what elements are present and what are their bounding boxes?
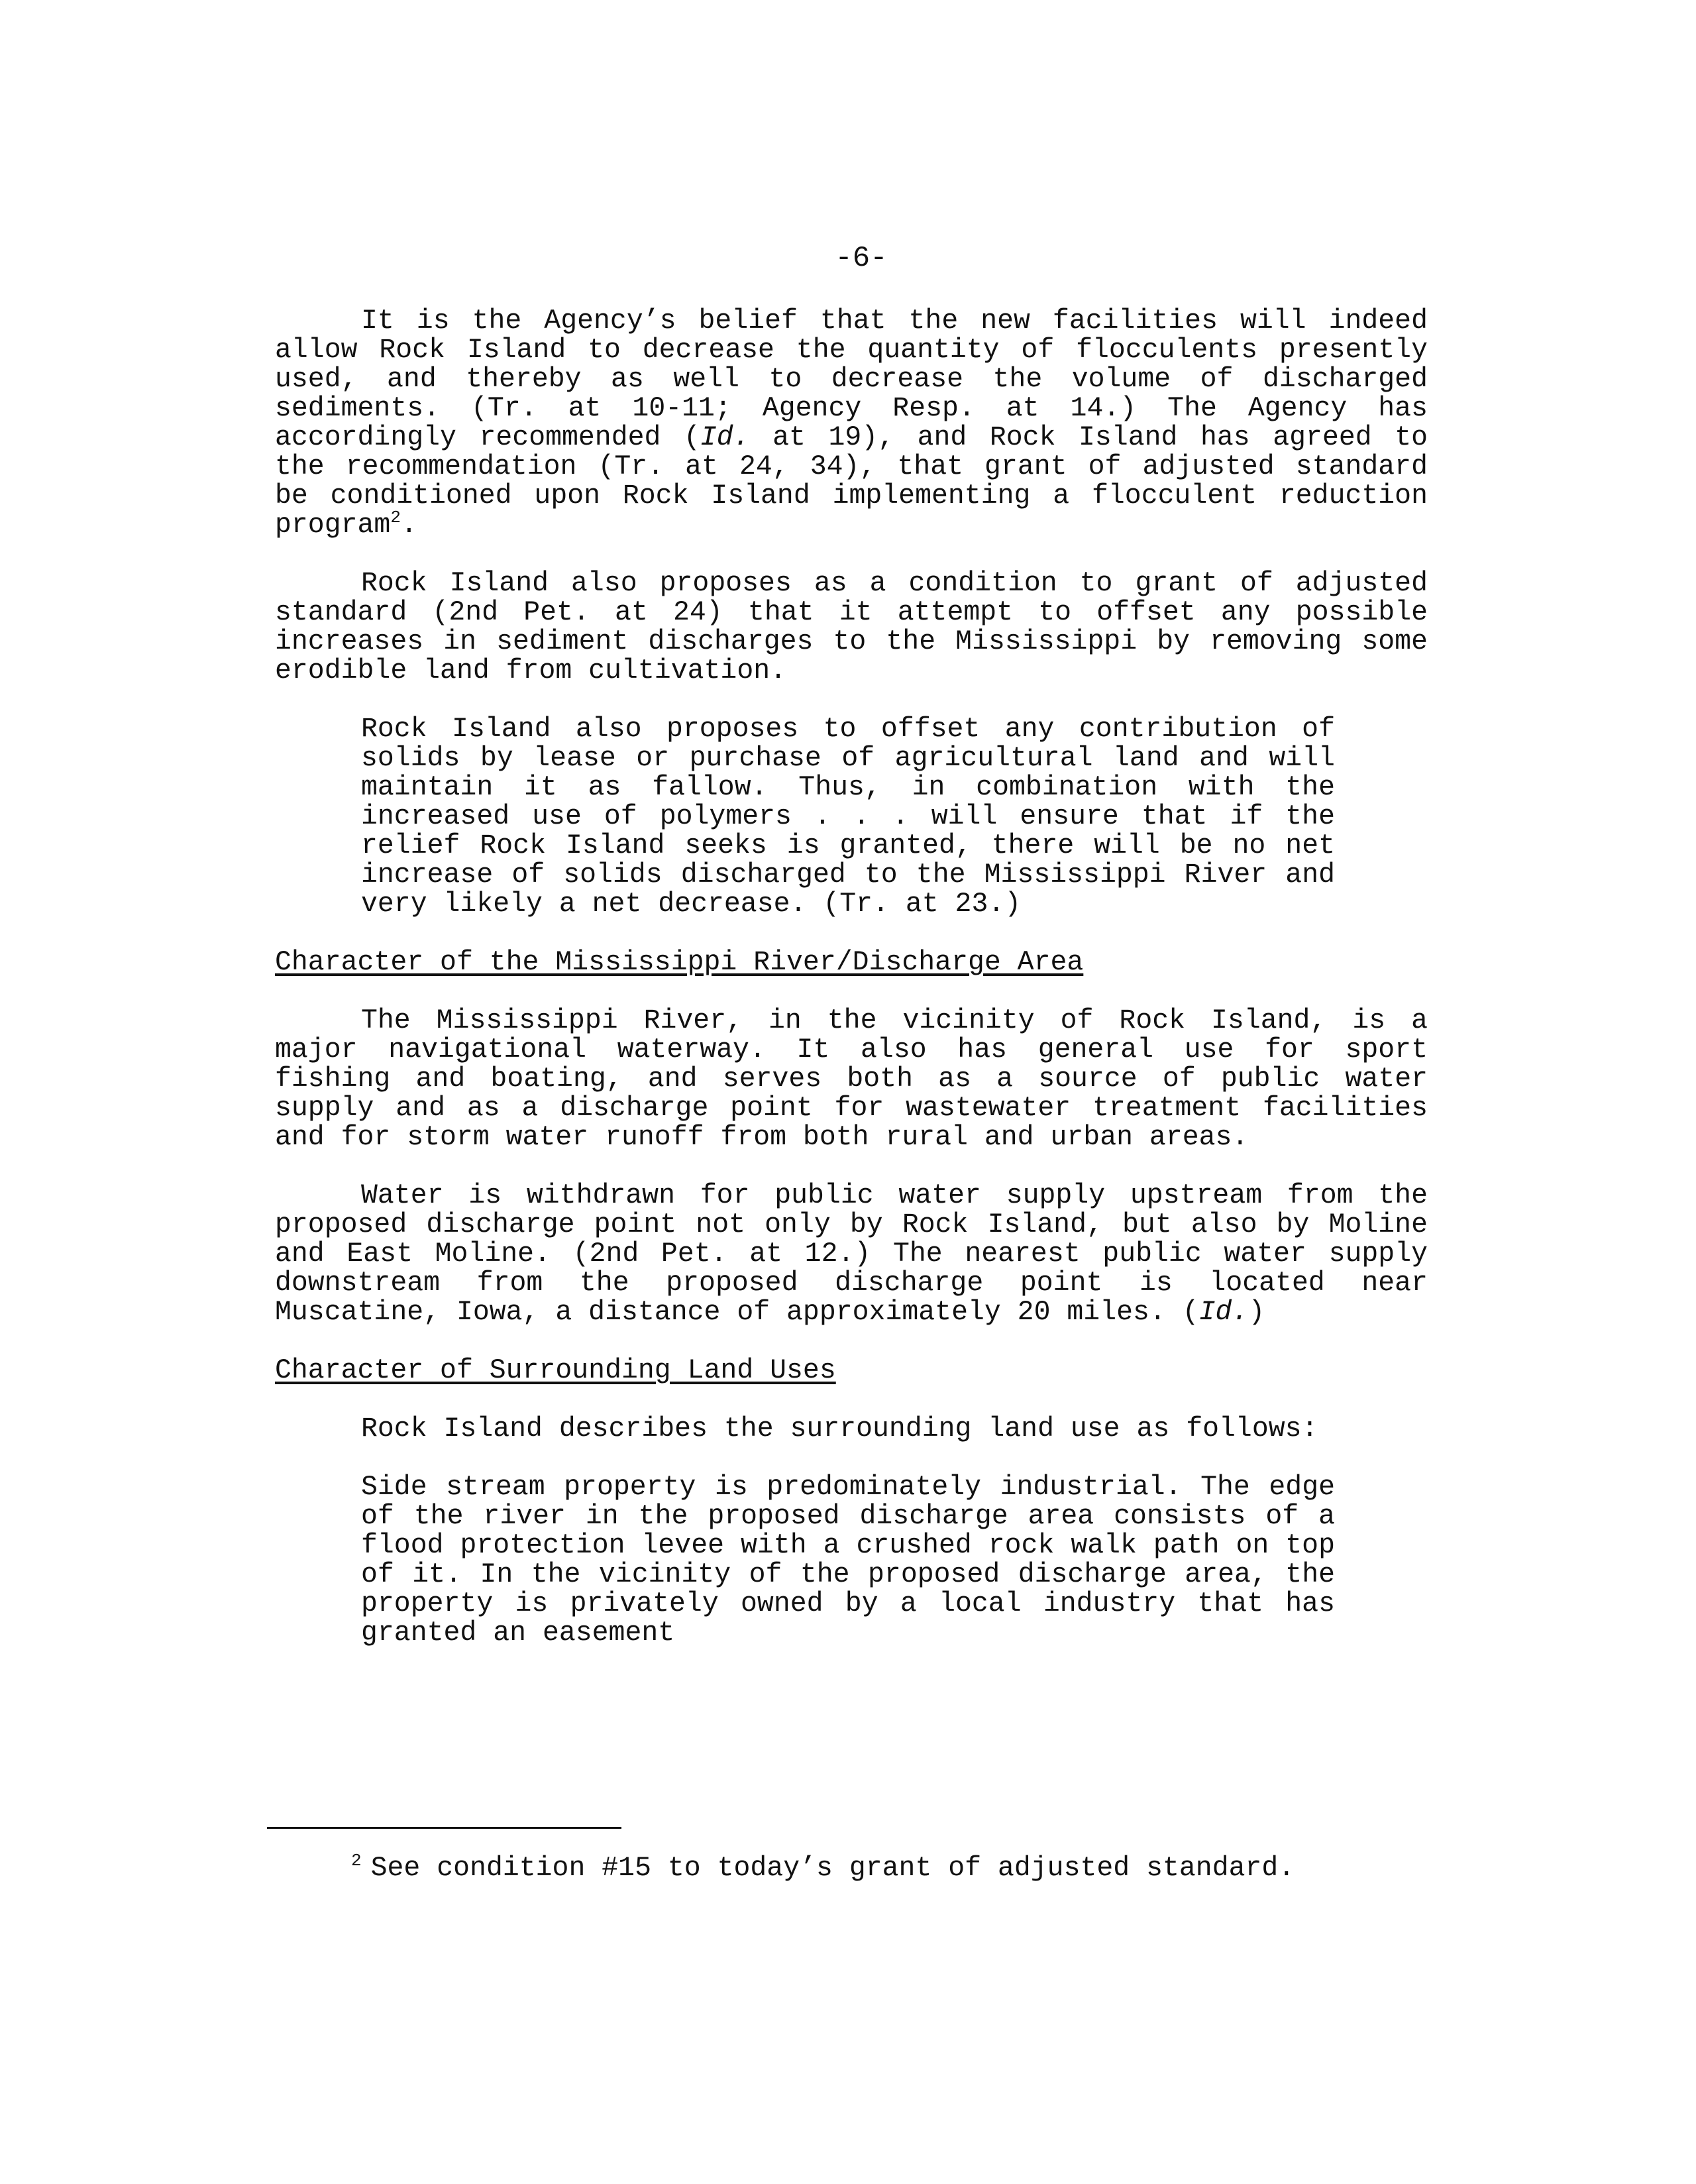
document-body [275, 307, 1428, 1677]
paragraph-river-description: The Mississippi River, in the vicinity of Rock Island, is a major navigational waterway. It also has general use for sport fishing and boating, and serves both as a source of public water supply and as a discharge point for wastewater treatment facilities and for storm water runoff from both rural and urban areas. [275, 1005, 1428, 1153]
paragraph-land-use-intro: Rock Island describes the surrounding land use as follows: [361, 1413, 1318, 1445]
citation-id: Id. [700, 422, 750, 453]
citation-id: Id. [1198, 1297, 1249, 1328]
paragraph-agency-belief [275, 307, 1428, 540]
footnote [351, 1851, 1477, 1884]
footnote-marker: 2 [351, 1851, 362, 1871]
paragraph-text: ) [1248, 1297, 1265, 1328]
paragraph-text: . [400, 510, 417, 541]
paragraph-text: at 19), and Rock Island has agreed to the recommendation (Tr. at 24, 34), that grant of adjusted standard be conditioned upon Rock Island implementing a flocculent reduction program [275, 422, 1428, 541]
block-quote-land-use: Side stream property is predominately industrial. The edge of the river in the proposed discharge area consists of a flood protection levee with a crushed rock walk path on top of it. In the vicinity of the proposed discharge area, the property is privately owned by a local industry that has granted an easement [361, 1472, 1335, 1649]
paragraph-offset-proposal: Rock Island also proposes as a condition to grant of adjusted standard (2nd Pet. at 24) that it attempt to offset any possible increases in sediment discharges to the Mississippi by removing some erodible land from cultivation. [275, 568, 1428, 686]
section-heading-land-uses: Character of Surrounding Land Uses [275, 1355, 836, 1386]
footnote-text: See condition #15 to today’s grant of adjusted standard. [370, 1853, 1295, 1884]
paragraph-text: Water is withdrawn for public water supply upstream from the proposed discharge point not only by Rock Island, but also by Moline and East Moline. (2nd Pet. at 12.) The nearest public water supply downstream from the proposed discharge point is located near Muscatine, Iowa, a distance of approximately 20 miles. ( [275, 1180, 1428, 1328]
footnote-reference: 2 [390, 508, 401, 528]
page-number: -6- [835, 242, 888, 275]
paragraph-text: It is the Agency’s belief that the new facilities will indeed allow Rock Island to decrease the quantity of flocculents presently used, and thereby as well to decrease the volume of discharged sediments. (Tr. at 10-11; Agency Resp. at 14.) The Agency has accordingly recommended ( [275, 305, 1428, 453]
paragraph-water-supply [275, 1181, 1428, 1327]
footnote-divider [267, 1827, 621, 1829]
section-heading-river: Character of the Mississippi River/Discharge Area [275, 947, 1084, 978]
block-quote-offset: Rock Island also proposes to offset any contribution of solids by lease or purchase of agricultural land and will maintain it as fallow. Thus, in combination with the increased use of polymers . . . will ensure that if the relief Rock Island seeks is granted, there will be no net increase of solids discharged to the Mississippi River and very likely a net decrease. (Tr. at 23.) [361, 714, 1335, 920]
